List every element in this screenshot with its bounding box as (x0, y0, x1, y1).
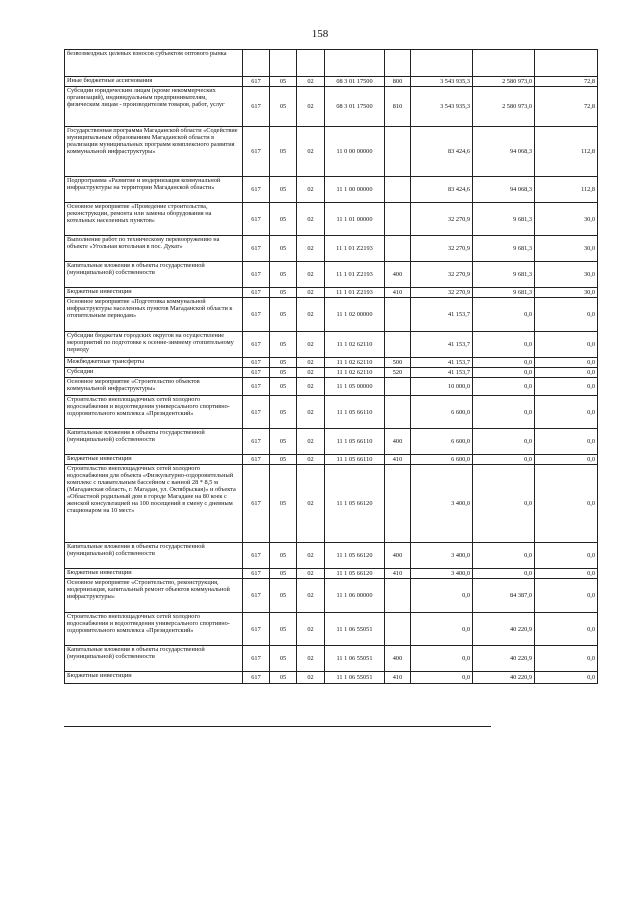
subsection-code: 02 (297, 203, 325, 236)
page-number: 158 (311, 28, 329, 40)
table-row (65, 396, 598, 429)
executed-amount: 9 681,3 (473, 262, 535, 288)
subsection-code: 02 (297, 429, 325, 455)
row-name: Субсидии (65, 368, 243, 378)
row-name: Капитальные вложения в объекты государственной (муниципальной) собственности (65, 543, 243, 569)
execution-percent: 30,0 (535, 203, 598, 236)
subsection-code: 02 (297, 368, 325, 378)
subsection-code: 02 (297, 569, 325, 579)
section-code: 05 (270, 455, 297, 465)
expense-type-code (385, 236, 411, 262)
budget-table (64, 49, 598, 684)
executed-amount: 9 681,3 (473, 288, 535, 298)
subsection-code: 02 (297, 378, 325, 396)
executed-amount: 84 387,0 (473, 579, 535, 613)
table-row (65, 77, 598, 87)
target-article-code: 11 1 01 Z2193 (325, 236, 385, 262)
execution-percent: 0,0 (535, 378, 598, 396)
admin-code: 617 (243, 672, 270, 684)
section-code: 05 (270, 543, 297, 569)
execution-percent: 30,0 (535, 288, 598, 298)
expense-type-code (385, 613, 411, 646)
row-name: Основное мероприятие «Проведение строительства, реконструкции, ремонта или замены оборудования на котельных населенных пунктов» (65, 203, 243, 236)
subsection-code: 02 (297, 646, 325, 672)
approved-amount (411, 50, 473, 77)
approved-amount: 83 424,6 (411, 127, 473, 177)
approved-amount: 6 600,0 (411, 455, 473, 465)
executed-amount: 0,0 (473, 298, 535, 332)
section-code: 05 (270, 579, 297, 613)
expense-type-code: 410 (385, 569, 411, 579)
execution-percent: 0,0 (535, 613, 598, 646)
execution-percent: 112,8 (535, 177, 598, 203)
expense-type-code: 410 (385, 672, 411, 684)
subsection-code: 02 (297, 543, 325, 569)
row-name: Строительство внеплощадочных сетей холодного водоснабжения и водоотведения универсального спортивно-оздоровительного комплекса «Президентский» (65, 396, 243, 429)
approved-amount: 0,0 (411, 646, 473, 672)
target-article-code: 11 1 01 Z2193 (325, 288, 385, 298)
section-code: 05 (270, 569, 297, 579)
approved-amount: 83 424,6 (411, 177, 473, 203)
execution-percent: 0,0 (535, 358, 598, 368)
target-article-code: 11 1 05 66120 (325, 465, 385, 543)
subsection-code: 02 (297, 87, 325, 127)
admin-code: 617 (243, 378, 270, 396)
approved-amount: 3 400,0 (411, 465, 473, 543)
table-row (65, 87, 598, 127)
section-code: 05 (270, 368, 297, 378)
target-article-code: 11 1 02 62110 (325, 358, 385, 368)
expense-type-code: 400 (385, 646, 411, 672)
row-name: Основное мероприятие «Строительство объектов коммунальной инфраструктуры» (65, 378, 243, 396)
table-row (65, 288, 598, 298)
admin-code: 617 (243, 613, 270, 646)
approved-amount: 41 153,7 (411, 358, 473, 368)
execution-percent: 0,0 (535, 429, 598, 455)
expense-type-code (385, 579, 411, 613)
expense-type-code (385, 127, 411, 177)
executed-amount: 40 220,9 (473, 672, 535, 684)
section-code: 05 (270, 646, 297, 672)
row-name: Бюджетные инвестиции (65, 455, 243, 465)
admin-code: 617 (243, 298, 270, 332)
approved-amount: 32 270,9 (411, 288, 473, 298)
expense-type-code: 410 (385, 455, 411, 465)
target-article-code: 11 1 05 66110 (325, 396, 385, 429)
admin-code: 617 (243, 77, 270, 87)
section-code: 05 (270, 203, 297, 236)
expense-type-code: 400 (385, 429, 411, 455)
expense-type-code: 800 (385, 77, 411, 87)
section-code (270, 50, 297, 77)
table-row (65, 262, 598, 288)
approved-amount: 10 000,0 (411, 378, 473, 396)
admin-code: 617 (243, 368, 270, 378)
executed-amount: 0,0 (473, 378, 535, 396)
section-code: 05 (270, 177, 297, 203)
table-row (65, 429, 598, 455)
admin-code: 617 (243, 358, 270, 368)
target-article-code: 11 1 06 55051 (325, 646, 385, 672)
expense-type-code (385, 298, 411, 332)
row-name: Субсидии бюджетам городских округов на осуществление мероприятий по подготовке к осенне-зимнему отопительному периоду (65, 332, 243, 358)
executed-amount: 9 681,3 (473, 236, 535, 262)
section-code: 05 (270, 298, 297, 332)
subsection-code: 02 (297, 127, 325, 177)
execution-percent: 0,0 (535, 579, 598, 613)
table-row (65, 332, 598, 358)
section-code: 05 (270, 332, 297, 358)
table-row (65, 465, 598, 543)
section-code: 05 (270, 236, 297, 262)
subsection-code: 02 (297, 332, 325, 358)
row-name: Строительство внеплощадочных сетей холодного водоснабжения и водоотведения универсального спортивно-оздоровительного комплекса «Президентский» (65, 613, 243, 646)
subsection-code: 02 (297, 579, 325, 613)
subsection-code: 02 (297, 358, 325, 368)
target-article-code: 11 1 02 62110 (325, 332, 385, 358)
executed-amount: 94 068,3 (473, 177, 535, 203)
subsection-code: 02 (297, 262, 325, 288)
execution-percent: 0,0 (535, 672, 598, 684)
row-name: Субсидии юридическим лицам (кроме некоммерческих организаций), индивидуальным предпринимателям, физическим лицам - производителям товаров, работ, услуг (65, 87, 243, 127)
approved-amount: 3 543 935,3 (411, 87, 473, 127)
row-name: Бюджетные инвестиции (65, 569, 243, 579)
target-article-code: 11 1 02 62110 (325, 368, 385, 378)
target-article-code: 11 1 05 66110 (325, 455, 385, 465)
admin-code: 617 (243, 465, 270, 543)
row-name: безвозмездных целевых взносов субъектом оптового рынка (65, 50, 243, 77)
table-row (65, 368, 598, 378)
executed-amount: 0,0 (473, 358, 535, 368)
admin-code (243, 50, 270, 77)
expense-type-code: 500 (385, 358, 411, 368)
row-name: Выполнение работ по техническому перевооружению на объекте «Угольная котельная в пос. Дукат» (65, 236, 243, 262)
executed-amount: 94 068,3 (473, 127, 535, 177)
executed-amount: 9 681,3 (473, 203, 535, 236)
execution-percent: 112,8 (535, 127, 598, 177)
target-article-code: 08 3 01 17500 (325, 77, 385, 87)
subsection-code (297, 50, 325, 77)
section-code: 05 (270, 613, 297, 646)
target-article-code: 11 1 06 00000 (325, 579, 385, 613)
subsection-code: 02 (297, 672, 325, 684)
expense-type-code: 810 (385, 87, 411, 127)
execution-percent: 72,8 (535, 87, 598, 127)
section-code: 05 (270, 672, 297, 684)
execution-percent: 0,0 (535, 455, 598, 465)
execution-percent (535, 50, 598, 77)
approved-amount: 32 270,9 (411, 203, 473, 236)
row-name: Межбюджетные трансферты (65, 358, 243, 368)
approved-amount: 32 270,9 (411, 262, 473, 288)
approved-amount: 3 400,0 (411, 569, 473, 579)
approved-amount: 6 600,0 (411, 396, 473, 429)
admin-code: 617 (243, 646, 270, 672)
subsection-code: 02 (297, 288, 325, 298)
expense-type-code: 400 (385, 543, 411, 569)
expense-type-code: 400 (385, 262, 411, 288)
executed-amount: 2 580 973,0 (473, 77, 535, 87)
execution-percent: 0,0 (535, 543, 598, 569)
target-article-code: 11 0 00 00000 (325, 127, 385, 177)
admin-code: 617 (243, 396, 270, 429)
section-code: 05 (270, 378, 297, 396)
expense-type-code (385, 332, 411, 358)
table-body (65, 50, 598, 684)
executed-amount: 40 220,9 (473, 646, 535, 672)
subsection-code: 02 (297, 465, 325, 543)
row-name: Основное мероприятие «Строительство, реконструкция, модернизация, капитальный ремонт объектов коммунальной инфраструктуры» (65, 579, 243, 613)
row-name: Государственная программа Магаданской области «Содействие муниципальным образованиям Магаданской области в реализации муниципальных программ комплексного развития коммунальной инфраструктуры» (65, 127, 243, 177)
execution-percent: 0,0 (535, 332, 598, 358)
admin-code: 617 (243, 87, 270, 127)
subsection-code: 02 (297, 396, 325, 429)
section-code: 05 (270, 77, 297, 87)
execution-percent: 0,0 (535, 646, 598, 672)
target-article-code: 11 1 05 66120 (325, 569, 385, 579)
subsection-code: 02 (297, 77, 325, 87)
table-row (65, 378, 598, 396)
target-article-code: 08 3 01 17500 (325, 87, 385, 127)
approved-amount: 41 153,7 (411, 332, 473, 358)
admin-code: 617 (243, 288, 270, 298)
admin-code: 617 (243, 236, 270, 262)
section-code: 05 (270, 465, 297, 543)
table-row (65, 203, 598, 236)
execution-percent: 30,0 (535, 262, 598, 288)
target-article-code: 11 1 00 00000 (325, 177, 385, 203)
expense-type-code: 520 (385, 368, 411, 378)
table-row (65, 543, 598, 569)
executed-amount: 0,0 (473, 368, 535, 378)
row-name: Капитальные вложения в объекты государственной (муниципальной) собственности (65, 429, 243, 455)
executed-amount (473, 50, 535, 77)
expense-type-code (385, 396, 411, 429)
approved-amount: 0,0 (411, 613, 473, 646)
admin-code: 617 (243, 429, 270, 455)
section-code: 05 (270, 127, 297, 177)
table-row (65, 455, 598, 465)
admin-code: 617 (243, 455, 270, 465)
execution-percent: 0,0 (535, 298, 598, 332)
execution-percent: 0,0 (535, 368, 598, 378)
admin-code: 617 (243, 579, 270, 613)
target-article-code: 11 1 06 55051 (325, 672, 385, 684)
executed-amount: 0,0 (473, 396, 535, 429)
executed-amount: 40 220,9 (473, 613, 535, 646)
approved-amount: 6 600,0 (411, 429, 473, 455)
approved-amount: 3 400,0 (411, 543, 473, 569)
expense-type-code (385, 378, 411, 396)
table-row (65, 358, 598, 368)
table-row (65, 298, 598, 332)
admin-code: 617 (243, 203, 270, 236)
executed-amount: 0,0 (473, 332, 535, 358)
admin-code: 617 (243, 543, 270, 569)
execution-percent: 0,0 (535, 569, 598, 579)
target-article-code (325, 50, 385, 77)
row-name: Капитальные вложения в объекты государственной (муниципальной) собственности (65, 262, 243, 288)
execution-percent: 0,0 (535, 465, 598, 543)
table-row (65, 236, 598, 262)
target-article-code: 11 1 05 66120 (325, 543, 385, 569)
expense-type-code (385, 177, 411, 203)
executed-amount: 2 580 973,0 (473, 87, 535, 127)
target-article-code: 11 1 01 Z2193 (325, 262, 385, 288)
subsection-code: 02 (297, 236, 325, 262)
row-name: Бюджетные инвестиции (65, 672, 243, 684)
subsection-code: 02 (297, 177, 325, 203)
executed-amount: 0,0 (473, 429, 535, 455)
expense-type-code (385, 465, 411, 543)
executed-amount: 0,0 (473, 569, 535, 579)
admin-code: 617 (243, 569, 270, 579)
section-code: 05 (270, 396, 297, 429)
table-row (65, 646, 598, 672)
execution-percent: 72,8 (535, 77, 598, 87)
table-row (65, 613, 598, 646)
row-name: Бюджетные инвестиции (65, 288, 243, 298)
table-row (65, 127, 598, 177)
section-code: 05 (270, 358, 297, 368)
admin-code: 617 (243, 177, 270, 203)
target-article-code: 11 1 05 66110 (325, 429, 385, 455)
admin-code: 617 (243, 127, 270, 177)
subsection-code: 02 (297, 455, 325, 465)
execution-percent: 0,0 (535, 396, 598, 429)
admin-code: 617 (243, 332, 270, 358)
row-name: Подпрограмма «Развитие и модернизация коммунальной инфраструктуры на территории Магаданской области» (65, 177, 243, 203)
approved-amount: 41 153,7 (411, 298, 473, 332)
table-row (65, 569, 598, 579)
table-row (65, 50, 598, 77)
approved-amount: 3 543 935,3 (411, 77, 473, 87)
section-code: 05 (270, 87, 297, 127)
row-name: Основное мероприятие «Подготовка коммунальной инфраструктуры населенных пунктов Магаданской области к отопительным периодам» (65, 298, 243, 332)
execution-percent: 30,0 (535, 236, 598, 262)
target-article-code: 11 1 05 00000 (325, 378, 385, 396)
expense-type-code: 410 (385, 288, 411, 298)
subsection-code: 02 (297, 613, 325, 646)
row-name: Иные бюджетные ассигнования (65, 77, 243, 87)
approved-amount: 0,0 (411, 579, 473, 613)
row-name: Капитальные вложения в объекты государственной (муниципальной) собственности (65, 646, 243, 672)
expense-type-code (385, 203, 411, 236)
admin-code: 617 (243, 262, 270, 288)
approved-amount: 32 270,9 (411, 236, 473, 262)
approved-amount: 0,0 (411, 672, 473, 684)
table-row (65, 177, 598, 203)
footer-rule (64, 726, 491, 727)
expense-type-code (385, 50, 411, 77)
executed-amount: 0,0 (473, 455, 535, 465)
target-article-code: 11 1 01 00000 (325, 203, 385, 236)
table-row (65, 672, 598, 684)
subsection-code: 02 (297, 298, 325, 332)
table-row (65, 579, 598, 613)
target-article-code: 11 1 06 55051 (325, 613, 385, 646)
approved-amount: 41 153,7 (411, 368, 473, 378)
target-article-code: 11 1 02 00000 (325, 298, 385, 332)
section-code: 05 (270, 288, 297, 298)
section-code: 05 (270, 262, 297, 288)
executed-amount: 0,0 (473, 543, 535, 569)
executed-amount: 0,0 (473, 465, 535, 543)
section-code: 05 (270, 429, 297, 455)
row-name: Строительство внеплощадочных сетей холодного водоснабжения для объекта «Физкультурно-оздоровительный комплекс с плавательным бассейном с ванной 28 * 8,5 м (Магаданская область, г. Магадан, ул. Октябрьская)» и объекта «Областной родильный дом в городе Магадане на 80 коек с женской консультацией на 100 посещений в смену с дневным стационаром на 10 мест» (65, 465, 243, 543)
